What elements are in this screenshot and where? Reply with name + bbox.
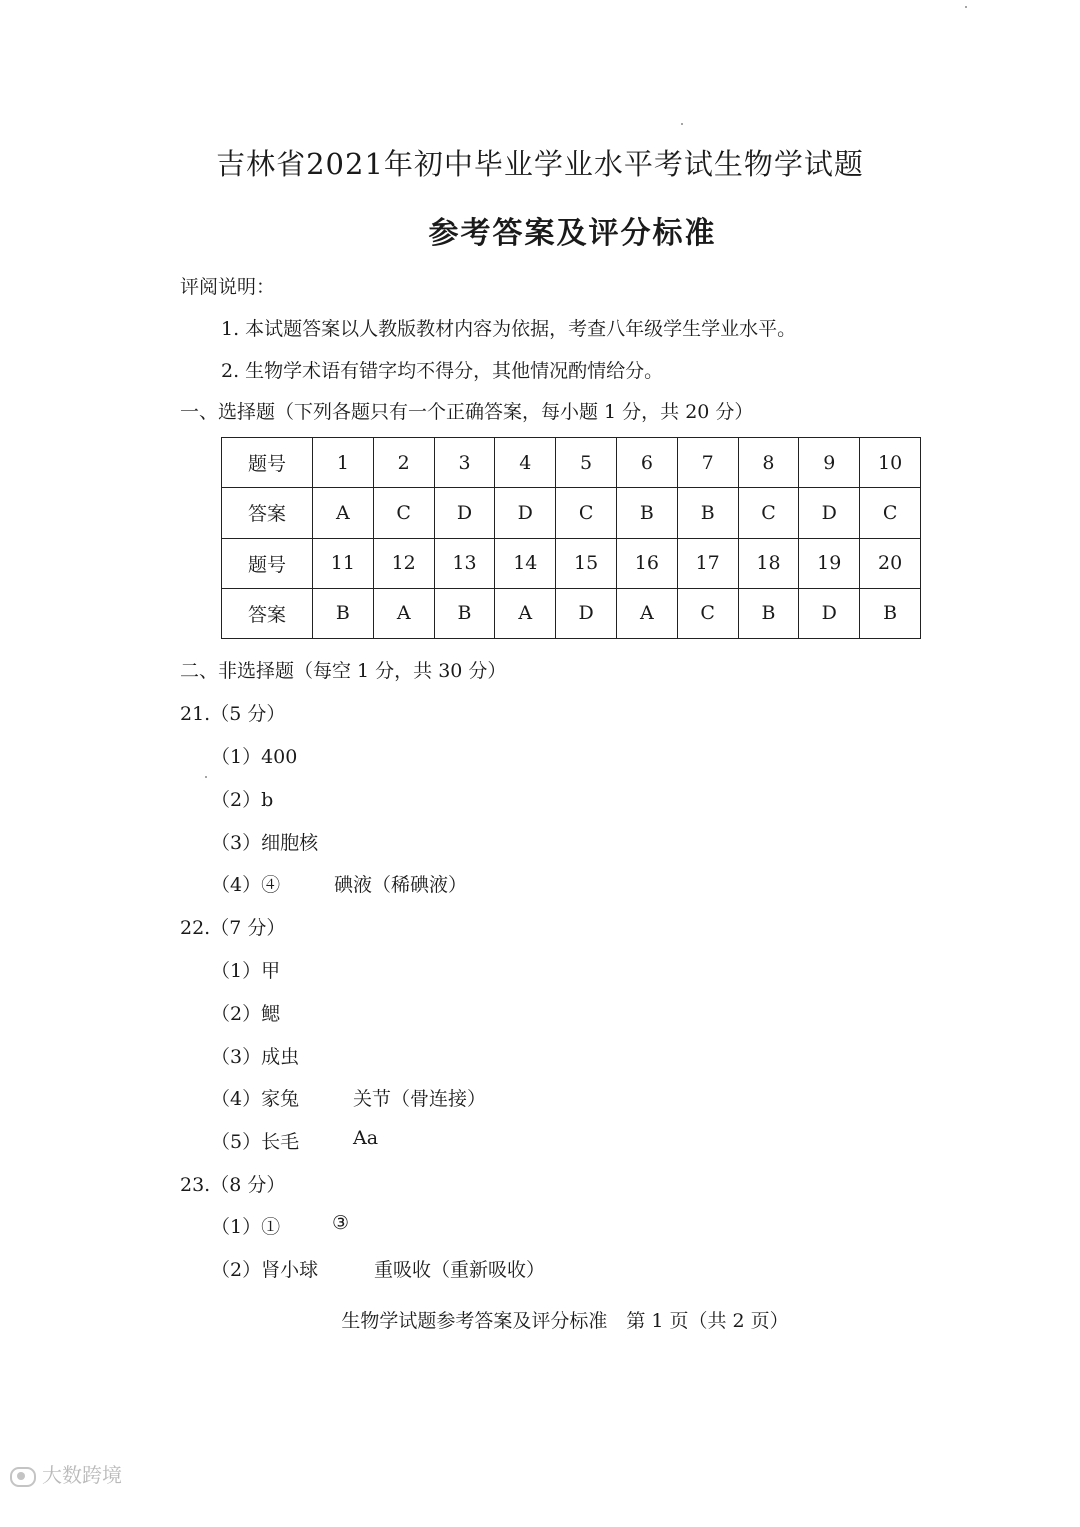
- q-answer: C: [373, 488, 434, 538]
- q22-answer-5b: Aa: [353, 1127, 379, 1149]
- q-number: 8: [738, 438, 799, 488]
- q-answer: B: [434, 588, 495, 638]
- q-number: 12: [373, 538, 434, 588]
- section2-heading: 二、非选择题（每空 1 分，共 30 分）: [180, 660, 507, 682]
- q-number: 20: [860, 538, 921, 588]
- q-number: 10: [860, 438, 921, 488]
- q-number: 15: [556, 538, 617, 588]
- q23-answer-1: （1）①: [211, 1216, 281, 1238]
- q-number: 1: [313, 438, 374, 488]
- q23-answer-2b: 重吸收（重新吸收）: [374, 1259, 546, 1281]
- scan-speck: [205, 776, 207, 778]
- q23-answer-2: （2）肾小球: [211, 1259, 319, 1281]
- q-number: 9: [799, 438, 860, 488]
- q-number: 17: [677, 538, 738, 588]
- q21-answer-4: （4）④: [211, 874, 281, 896]
- q21-answer-1: （1）400: [211, 746, 298, 768]
- q-number: 18: [738, 538, 799, 588]
- table-row-numbers-2: [222, 538, 921, 588]
- q-answer: D: [495, 488, 556, 538]
- notes-heading: 评阅说明：: [180, 276, 276, 298]
- q23-label: 23.（8 分）: [180, 1174, 286, 1196]
- q21-answer-4b: 碘液（稀碘液）: [334, 874, 468, 896]
- row-label-number: 题号: [222, 438, 313, 488]
- scan-speck: [965, 6, 967, 8]
- page-title: 吉林省2021年初中毕业学业水平考试生物学试题: [216, 147, 864, 181]
- q-answer: D: [799, 488, 860, 538]
- q-number: 13: [434, 538, 495, 588]
- q-number: 5: [556, 438, 617, 488]
- q-answer: C: [556, 488, 617, 538]
- q-number: 2: [373, 438, 434, 488]
- q23-answer-1b: ③: [332, 1212, 350, 1234]
- q-answer: C: [860, 488, 921, 538]
- q22-answer-2: （2）鳃: [211, 1003, 281, 1025]
- watermark-logo-icon: [10, 1467, 36, 1487]
- q-answer: A: [373, 588, 434, 638]
- q-answer: B: [677, 488, 738, 538]
- table-row-numbers-1: [222, 438, 921, 488]
- q-answer: D: [799, 588, 860, 638]
- row-label-answer: 答案: [222, 588, 313, 638]
- q-answer: A: [616, 588, 677, 638]
- q-number: 4: [495, 438, 556, 488]
- page-footer: 生物学试题参考答案及评分标准 第 1 页（共 2 页）: [341, 1310, 789, 1332]
- note-item-2: 2. 生物学术语有错字均不得分，其他情况酌情给分。: [221, 360, 664, 382]
- q-answer: D: [556, 588, 617, 638]
- table-row-answers-1: [222, 488, 921, 538]
- answer-table: [221, 437, 921, 639]
- q-answer: D: [434, 488, 495, 538]
- q-answer: A: [313, 488, 374, 538]
- q21-label: 21.（5 分）: [180, 703, 286, 725]
- q21-answer-3: （3）细胞核: [211, 832, 319, 854]
- q-answer: C: [677, 588, 738, 638]
- q22-answer-4: （4）家兔: [211, 1088, 300, 1110]
- watermark: [10, 1459, 122, 1488]
- q-number: 7: [677, 438, 738, 488]
- q22-answer-4b: 关节（骨连接）: [353, 1088, 487, 1110]
- q22-answer-1: （1）甲: [211, 960, 281, 982]
- note-item-1: 1. 本试题答案以人教版教材内容为依据，考查八年级学生学业水平。: [221, 318, 797, 340]
- q22-answer-3: （3）成虫: [211, 1046, 300, 1068]
- section1-heading: 一、选择题（下列各题只有一个正确答案，每小题 1 分，共 20 分）: [180, 401, 754, 423]
- q-number: 6: [616, 438, 677, 488]
- q-number: 3: [434, 438, 495, 488]
- q-answer: B: [313, 588, 374, 638]
- q-number: 14: [495, 538, 556, 588]
- q-answer: B: [616, 488, 677, 538]
- q-number: 11: [313, 538, 374, 588]
- scan-speck: [681, 123, 683, 125]
- table-row-answers-2: [222, 588, 921, 638]
- q-number: 19: [799, 538, 860, 588]
- q-number: 16: [616, 538, 677, 588]
- q-answer: C: [738, 488, 799, 538]
- watermark-text: 大数跨境: [42, 1463, 122, 1487]
- q21-answer-2: （2）b: [211, 789, 274, 811]
- row-label-answer: 答案: [222, 488, 313, 538]
- row-label-number: 题号: [222, 538, 313, 588]
- q22-label: 22.（7 分）: [180, 917, 286, 939]
- q-answer: B: [860, 588, 921, 638]
- q-answer: B: [738, 588, 799, 638]
- q-answer: A: [495, 588, 556, 638]
- q22-answer-5: （5）长毛: [211, 1131, 300, 1153]
- page-subtitle: 参考答案及评分标准: [428, 216, 717, 251]
